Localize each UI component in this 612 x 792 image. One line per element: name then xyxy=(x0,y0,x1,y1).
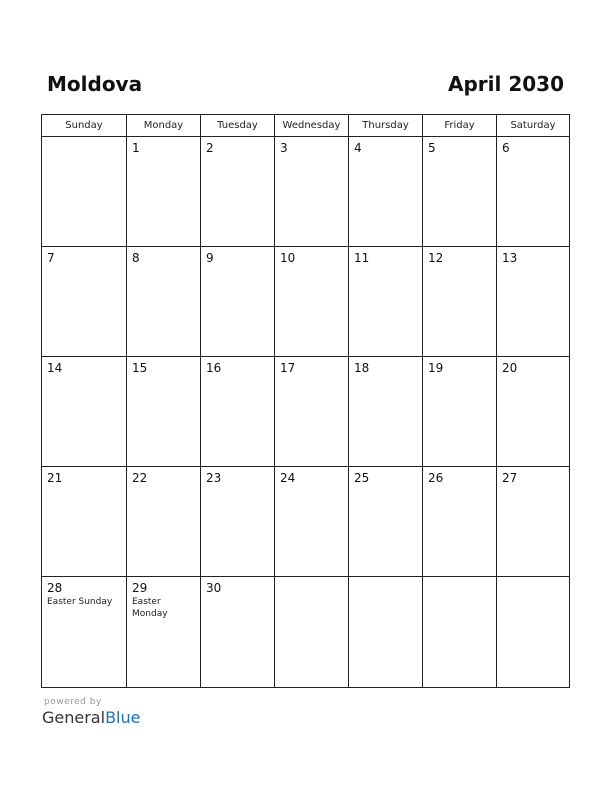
powered-by-label: powered by xyxy=(44,697,102,707)
day-cell-29 xyxy=(127,577,201,687)
empty-day-cell xyxy=(42,137,127,247)
day-number: 26 xyxy=(428,471,444,485)
day-number: 15 xyxy=(132,361,148,375)
day-cell-3 xyxy=(275,137,349,247)
day-cell-18 xyxy=(349,357,423,467)
empty-day-cell xyxy=(423,577,497,687)
day-cell-7 xyxy=(42,247,127,357)
day-cell-20 xyxy=(497,357,569,467)
day-number: 18 xyxy=(354,361,370,375)
weekday-header-tuesday: Tuesday xyxy=(201,115,275,137)
day-cell-13 xyxy=(497,247,569,357)
day-cell-22 xyxy=(127,467,201,577)
brand-general-text: General xyxy=(42,708,106,727)
day-cell-16 xyxy=(201,357,275,467)
weekday-header-monday: Monday xyxy=(127,115,201,137)
day-cell-17 xyxy=(275,357,349,467)
weekday-header-wednesday: Wednesday xyxy=(275,115,349,137)
day-number: 19 xyxy=(428,361,444,375)
day-cell-28 xyxy=(42,577,127,687)
day-number: 7 xyxy=(47,251,55,265)
day-cell-25 xyxy=(349,467,423,577)
day-number: 23 xyxy=(206,471,222,485)
day-number: 20 xyxy=(502,361,518,375)
day-number: 14 xyxy=(47,361,63,375)
day-number: 27 xyxy=(502,471,518,485)
day-number: 2 xyxy=(206,141,214,155)
weekday-header-sunday: Sunday xyxy=(42,115,127,137)
day-number: 3 xyxy=(280,141,288,155)
day-number: 28 xyxy=(47,581,63,595)
day-number: 22 xyxy=(132,471,148,485)
day-cell-8 xyxy=(127,247,201,357)
calendar-month-title: April 2030 xyxy=(448,72,564,96)
day-cell-9 xyxy=(201,247,275,357)
day-cell-12 xyxy=(423,247,497,357)
day-cell-26 xyxy=(423,467,497,577)
day-number: 11 xyxy=(354,251,370,265)
day-number: 9 xyxy=(206,251,214,265)
day-cell-4 xyxy=(349,137,423,247)
day-cell-11 xyxy=(349,247,423,357)
empty-day-cell xyxy=(275,577,349,687)
day-cell-23 xyxy=(201,467,275,577)
day-number: 12 xyxy=(428,251,444,265)
day-number: 10 xyxy=(280,251,296,265)
day-number: 21 xyxy=(47,471,63,485)
day-number: 8 xyxy=(132,251,140,265)
empty-day-cell xyxy=(349,577,423,687)
day-cell-1 xyxy=(127,137,201,247)
weekday-header-thursday: Thursday xyxy=(349,115,423,137)
day-cell-21 xyxy=(42,467,127,577)
day-cell-2 xyxy=(201,137,275,247)
generalblue-logo[interactable] xyxy=(42,708,140,728)
weekday-header-friday: Friday xyxy=(423,115,497,137)
day-cell-14 xyxy=(42,357,127,467)
day-number: 13 xyxy=(502,251,518,265)
day-number: 4 xyxy=(354,141,362,155)
day-cell-15 xyxy=(127,357,201,467)
day-number: 5 xyxy=(428,141,436,155)
holiday-label: Easter Sunday xyxy=(47,597,113,607)
day-cell-24 xyxy=(275,467,349,577)
brand-blue-text: Blue xyxy=(105,708,141,727)
day-number: 17 xyxy=(280,361,296,375)
day-cell-6 xyxy=(497,137,569,247)
day-cell-19 xyxy=(423,357,497,467)
day-cell-27 xyxy=(497,467,569,577)
day-number: 25 xyxy=(354,471,370,485)
day-cell-30 xyxy=(201,577,275,687)
day-number: 24 xyxy=(280,471,296,485)
calendar-grid xyxy=(41,114,570,688)
day-number: 6 xyxy=(502,141,510,155)
day-number: 29 xyxy=(132,581,148,595)
day-cell-10 xyxy=(275,247,349,357)
empty-day-cell xyxy=(497,577,569,687)
calendar-country-title: Moldova xyxy=(47,72,143,96)
day-number: 1 xyxy=(132,141,140,155)
day-number: 30 xyxy=(206,581,222,595)
day-cell-5 xyxy=(423,137,497,247)
holiday-label: Easter Monday xyxy=(132,597,168,619)
day-number: 16 xyxy=(206,361,222,375)
weekday-header-saturday: Saturday xyxy=(497,115,569,137)
